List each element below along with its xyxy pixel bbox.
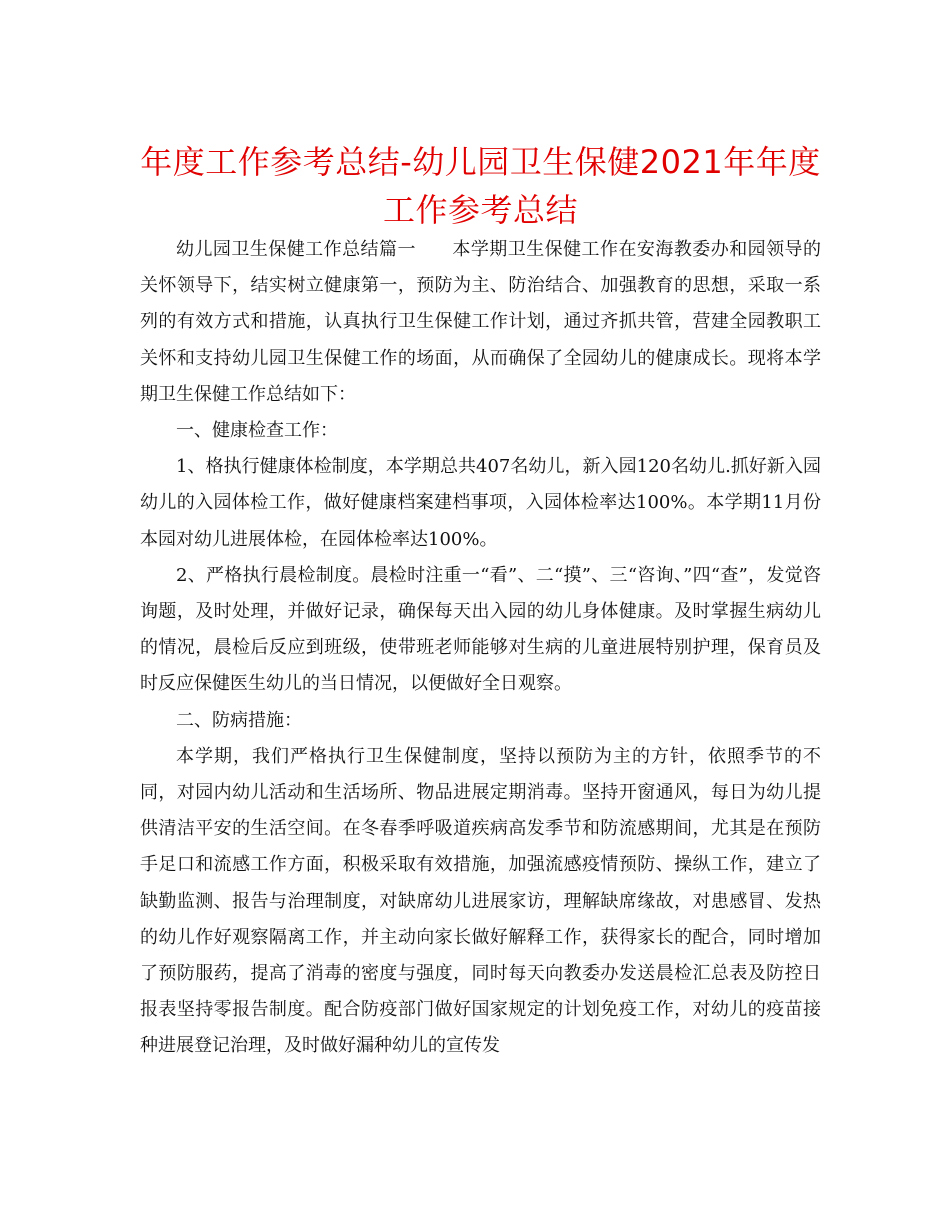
intro-heading: 幼儿园卫生保健工作总结篇一	[176, 239, 416, 260]
document-body	[140, 232, 821, 1065]
paragraph-morning-check: 2、严格执行晨检制度。晨检时注重一“看”、二“摸”、三“咨询、”四“查”，发觉咨询题，及时处理，并做好记录，确保每天出入园的幼儿身体健康。及时掌握生病幼儿的情况，晨检后反应到班级，使带班老师能够对生病的儿童进展特别护理，保育员及时反应保健医生幼儿的当日情况，以便做好全日观察。	[140, 564, 821, 695]
intro-paragraph	[140, 232, 821, 413]
paragraph-physical-exam: 1、格执行健康体检制度，本学期总共407名幼儿，新入园120名幼儿.抓好新入园幼儿的入园体检工作，做好健康档案建档事项，入园体检率达100%。本学期11月份本园对幼儿进展体检，在园体检率达100%。	[140, 456, 821, 550]
intro-text: 本学期卫生保健工作在安海教委办和园领导的关怀领导下，结实树立健康第一，预防为主、防治结合、加强教育的思想，采取一系列的有效方式和措施，认真执行卫生保健工作计划，通过齐抓共管，营建全园教职工关怀和支持幼儿园卫生保健工作的场面，从而确保了全园幼儿的健康成长。现将本学期卫生保健工作总结如下：	[140, 239, 822, 405]
paragraph-prevention-measures: 本学期，我们严格执行卫生保健制度，坚持以预防为主的方针，依照季节的不同，对园内幼儿活动和生活场所、物品进展定期消毒。坚持开窗通风，每日为幼儿提供清洁平安的生活空间。在冬春季呼吸道疾病高发季节和防流感期间，尤其是在预防手足口和流感工作方面，积极采取有效措施，加强流感疫情预防、操纵工作，建立了缺勤监测、报告与治理制度，对缺席幼儿进展家访，理解缺席缘故，对患感冒、发热的幼儿作好观察隔离工作，并主动向家长做好解释工作，获得家长的配合，同时增加了预防服药，提高了消毒的密度与强度，同时每天向教委办发送晨检汇总表及防控日报表坚持零报告制度。配合防疫部门做好国家规定的计划免疫工作，对幼儿的疫苗接种进展登记治理，及时做好漏种幼儿的宣传发	[140, 745, 821, 1057]
document-title: 年度工作参考总结-幼儿园卫生保健2021年年度工作参考总结	[140, 143, 821, 229]
section-heading-health-check: 一、健康检查工作：	[176, 420, 338, 442]
section-heading-disease-prevention: 二、防病措施：	[176, 709, 302, 731]
